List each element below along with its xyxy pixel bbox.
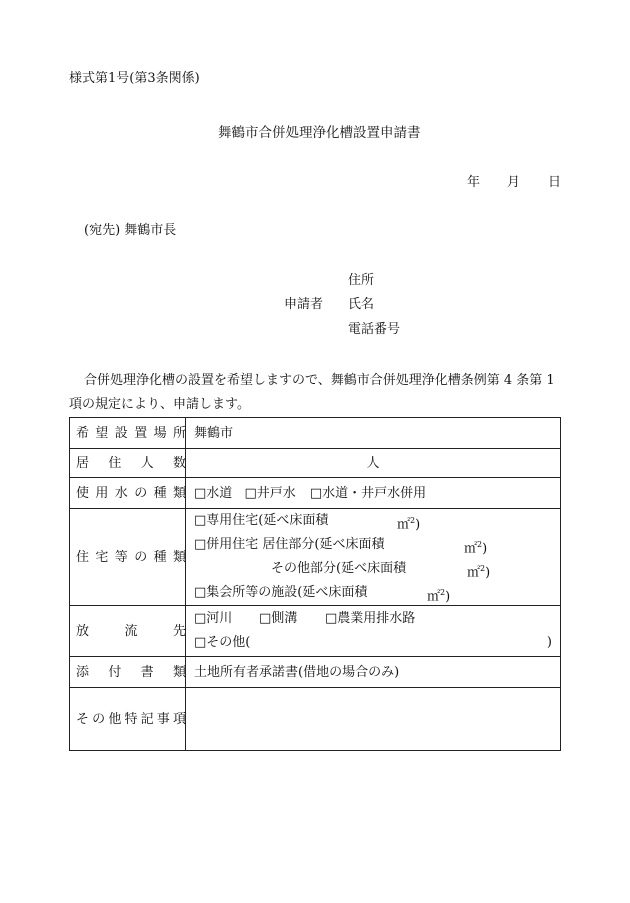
addressee: (宛先) 舞鶴市長 [84,223,177,238]
form-number: 様式第1号(第3条関係) [69,71,200,86]
housing-option-facility[interactable]: □集会所等の施設(延べ床面積 [194,585,368,600]
date-year-label: 年 [467,175,481,190]
table-row-attachment [70,657,561,688]
residents-label: 居住人数 [76,455,186,471]
body-text-line-1: 合併処理浄化槽の設置を希望しますので、舞鶴市合併処理浄化槽条例第 4 条第 1 [84,373,555,388]
housing-exclusive-unit: ㎡$^2$) [397,516,421,533]
table-row-remarks [70,688,561,751]
location-value[interactable]: 舞鶴市 [186,418,561,449]
water-option-tap[interactable]: □水道 [194,485,233,501]
attachment-label: 添付書類 [76,664,186,680]
housing-facility-unit: ㎡$^2$) [427,588,451,605]
housing-option-exclusive[interactable]: □専用住宅(延べ床面積 [194,513,329,528]
document-title: 舞鶴市合併処理浄化槽設置申請書 [218,125,421,141]
water-option-well[interactable]: □井戸水 [244,485,296,501]
remarks-field[interactable] [186,688,561,751]
water-label: 使用水の種類 [76,485,186,501]
destination-option-ditch[interactable]: □側溝 [259,611,298,626]
table-row-water [70,478,561,509]
address-label: 住所 [348,273,375,288]
housing-combined-other: その他部分(延べ床面積 [271,561,407,576]
water-option-both[interactable]: □水道・井戸水併用 [309,485,427,501]
housing-combined-other-unit: ㎡$^2$) [467,564,491,581]
application-table [69,417,561,751]
residents-unit: 人 [366,455,380,471]
table-row-residents [70,449,561,478]
date-day-label: 日 [548,175,562,190]
body-text-line-2: 項の規定により、申請します。 [69,397,250,412]
table-row-housing [70,509,561,606]
destination-other-close: ) [546,635,552,650]
destination-label: 放流先 [76,623,186,639]
table-row-destination [70,606,561,657]
remarks-label: その他特記事項 [76,711,186,727]
housing-combined-unit: ㎡$^2$) [464,540,488,557]
phone-label: 電話番号 [348,322,401,337]
table-row-location [70,418,561,449]
housing-label: 住宅等の種類 [76,549,186,565]
location-label: 希望設置場所 [76,425,186,441]
destination-option-other[interactable]: □その他( [194,635,251,650]
applicant-label: 申請者 [284,297,324,312]
date-month-label: 月 [507,175,521,190]
residents-field[interactable] [186,449,561,478]
name-label: 氏名 [348,297,375,312]
destination-option-river[interactable]: □河川 [194,611,233,626]
attachment-value: 土地所有者承諾書(借地の場合のみ) [186,657,561,688]
housing-option-combined[interactable]: □併用住宅 居住部分(延べ床面積 [194,537,385,552]
destination-option-agri[interactable]: □農業用排水路 [325,611,416,626]
